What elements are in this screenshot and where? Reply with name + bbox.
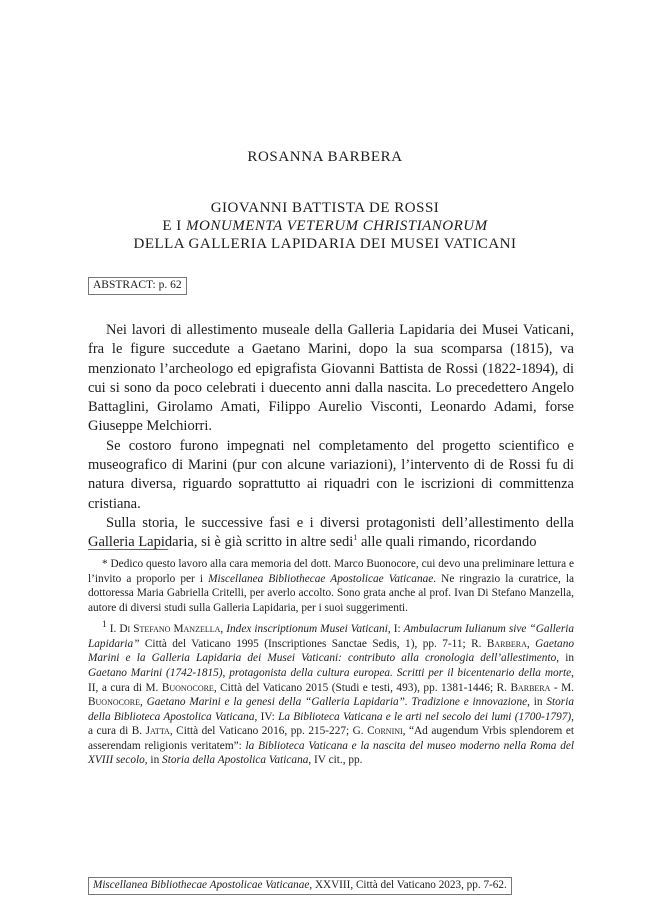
fn1-seg: , [139, 696, 147, 709]
fn1-author: Barbera [510, 681, 551, 694]
journal-name: Miscellanea Bibliothecae Apostolicae Vaticanae [93, 879, 310, 891]
title-line-2 [0, 217, 650, 235]
body-paragraph-2: Se costoro furono impegnati nel completamento del progetto scientifico e museografico di Marini (pur con alcune variazioni), l’intervento di de Rossi fu di natura diversa, riguardo soprattutto ai riquadri con le iscrizioni di committenza cristiana. [88, 437, 574, 512]
fn1-author: Buonocore [88, 696, 140, 709]
fn1-author: Buonocore [161, 681, 214, 694]
citation-details: , XXVIII, Città del Vaticano 2023, pp. 7-62. [309, 879, 507, 891]
fn1-seg: , [526, 637, 536, 650]
fn1-work-title: Gaetano Marini e la genesi della “Galleria Lapidaria”. Tradizione e innovazione [146, 696, 528, 709]
footnote-1 [88, 618, 574, 768]
fn1-seg: , II, a cura di M. [88, 666, 574, 694]
fn1-seg: , [220, 623, 227, 636]
fn1-seg: I. [106, 623, 120, 636]
fn1-seg: , IV: [254, 710, 279, 723]
fn1-seg: , in [144, 754, 163, 767]
fn1-seg: Città del Vaticano 1995 (Inscriptiones Sanctae Sedis, 1), pp. 7-11; R. [139, 637, 487, 650]
fn1-seg: , IV cit., pp. [308, 754, 363, 767]
fn1-work-title: Storia della Biblioteca Apostolica Vaticana [88, 696, 574, 723]
fn1-seg: , in [556, 652, 574, 665]
title-line-2-italic: MONUMENTA VETERUM CHRISTIANORUM [186, 218, 488, 234]
fn1-author: Cornini [367, 725, 403, 738]
article-body [88, 321, 574, 553]
fn1-work-title: Gaetano Marini e la Galleria Lapidaria dei Musei Vaticani: contributo alla cronologia dell’allestimento [88, 637, 574, 665]
fn1-work-title: Index inscriptionum Musei Vaticani [226, 623, 388, 636]
footnote-star-text-a: * Dedico questo lavoro alla cara memoria del dott. Marco Buonocore, cui devo una preliminare lettura e l’invito a proporlo per i [88, 558, 574, 585]
fn1-author: Jatta [145, 725, 170, 738]
body-paragraph-1: Nei lavori di allestimento museale della Galleria Lapidaria dei Musei Vaticani, fra le figure succedute a Gaetano Marini, dopo la sua scomparsa (1815), va menzionato l’archeologo ed epigrafista Giovanni Battista de Rossi (1822-1894), di cui si sono da poco celebrati i duecento anni dalla nascita. Lo precedettero Angelo Battaglini, Girolamo Amati, Filippo Aurelio Visconti, Leonardo Adami, forse Giuseppe Melchiorri. [88, 322, 574, 435]
abstract-reference: ABSTRACT: p. 62 [88, 277, 187, 295]
fn1-seg: , Città del Vaticano 2016, pp. 215-227; G. [169, 725, 368, 738]
footnote-1-number: 1 [102, 620, 107, 631]
footnotes [88, 557, 574, 768]
fn1-seg: , a cura di B. [88, 710, 574, 738]
author-name: ROSANNA BARBERA [247, 149, 403, 165]
fn1-seg: - M. [550, 681, 575, 694]
fn1-work-title: Ambulacrum Iulianum sive “Galleria Lapidaria” [88, 623, 575, 650]
body-paragraph-3 [88, 514, 574, 553]
fn1-author: Di Stefano Manzella [119, 623, 221, 636]
footnote-ref-1: 1 [353, 533, 358, 543]
title-line-3: DELLA GALLERIA LAPIDARIA DEI MUSEI VATICANI [133, 236, 517, 252]
footnote-star [88, 557, 574, 615]
fn1-seg: , Città del Vaticano 2015 (Studi e testi, 493), pp. 1381-1446; R. [213, 681, 511, 694]
fn1-work-title: la Biblioteca Vaticana e la nascita del museo moderno nella Roma del XVIII secolo [88, 739, 574, 767]
fn1-author: Barbera [486, 637, 527, 650]
fn1-seg: , in [527, 696, 547, 709]
paragraph-3-text-a: Sulla storia, le successive fasi e i diversi protagonisti dell’allestimento della Galleria Lapidaria, si è già scritto in altre sedi [88, 514, 574, 551]
paragraph-3-text-b: alle quali rimando, ricordando [357, 534, 537, 551]
footnote-separator [88, 549, 168, 550]
title-line-2-prefix: E I [162, 218, 187, 234]
fn1-seg: , I: [387, 623, 404, 636]
fn1-work-title: La Biblioteca Vaticana e le arti nel secolo dei lumi (1700-1797) [278, 710, 572, 723]
fn1-seg: , “Ad augendum Vrbis splendorem et asserendam religionis veritatem”: [88, 725, 574, 752]
article-title [0, 199, 650, 253]
fn1-work-title: Storia della Apostolica Vaticana [162, 754, 309, 767]
footnote-star-italic: Miscellanea Bibliothecae Apostolicae Vaticanae [208, 572, 434, 585]
journal-citation [88, 877, 512, 895]
title-line-1: GIOVANNI BATTISTA DE ROSSI [210, 200, 440, 216]
footnote-star-text-b: . Ne ringrazio la curatrice, la dottoressa Maria Gabriella Critelli, per averlo accolto. Sono grata anche al prof. Ivan Di Stefano Manzella, autore di diversi studi sulla Galleria Lapidaria, per i suoi suggerimenti. [88, 572, 575, 614]
fn1-work-title: Gaetano Marini (1742-1815), protagonista della cultura europea. Scritti per il bicentenario della morte [88, 666, 572, 679]
